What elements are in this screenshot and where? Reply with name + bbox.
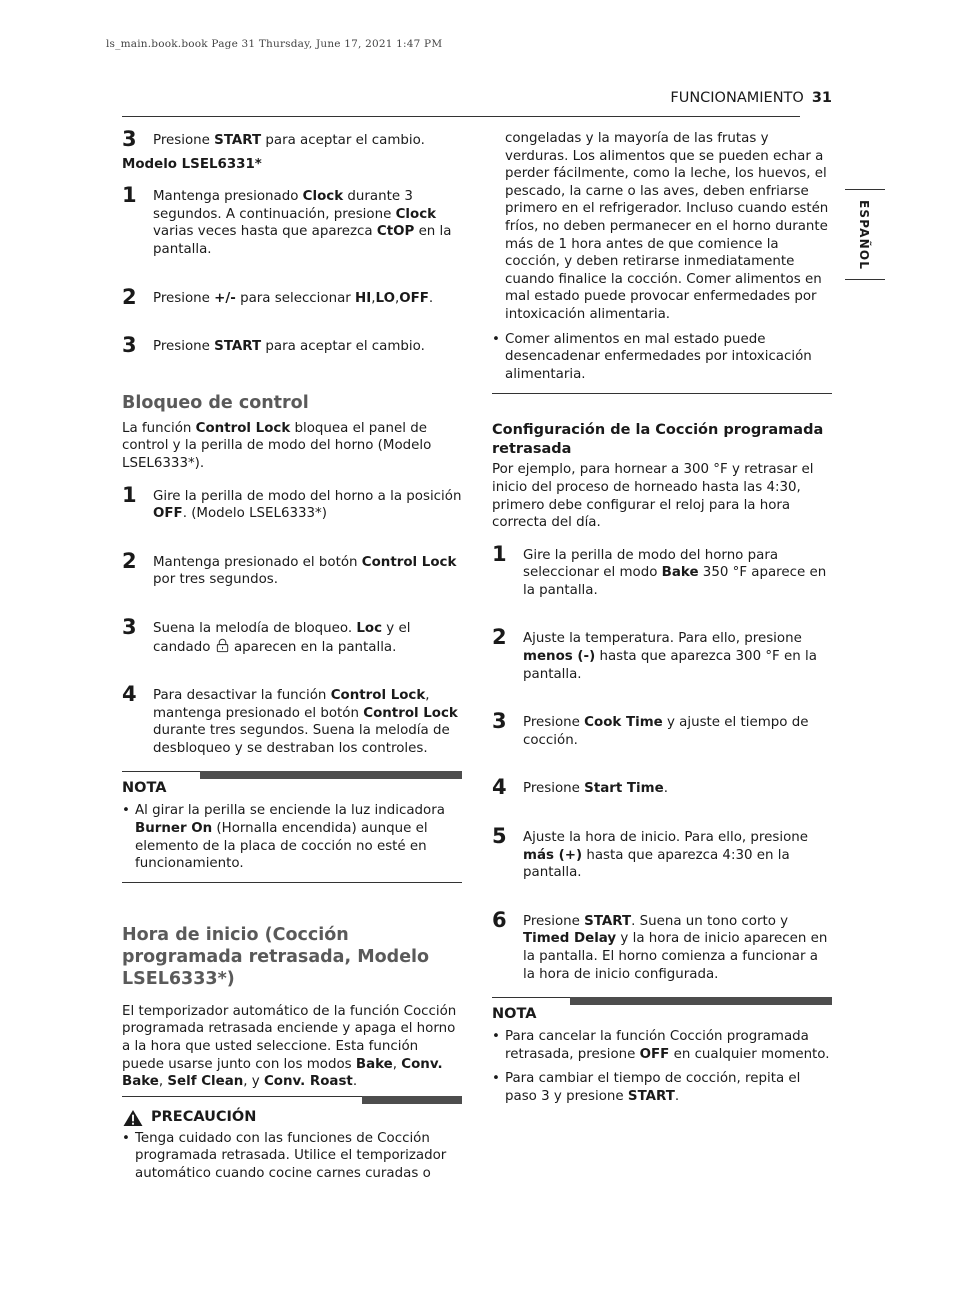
step-keyword: START: [584, 913, 632, 929]
step-text: Ajuste la hora de inicio. Para ello, presione: [523, 830, 808, 846]
step-text: y la hora de inicio aparecen en la pantalla. El horno comienza a funcionar a la hora de inicio configurada.: [523, 931, 828, 982]
lock-step-1: [122, 482, 462, 523]
step-text: aparecen en la pantalla.: [229, 639, 397, 655]
step-text: . Suena un tono corto y: [631, 913, 789, 929]
step-number: 3: [122, 333, 137, 358]
step-text: Presione: [523, 781, 585, 797]
config-step-1: [492, 541, 832, 600]
step-number: 1: [492, 541, 507, 566]
header-rule: [122, 116, 800, 117]
step-number: 1: [122, 183, 137, 208]
section-title-start-time: Hora de inicio (Cocción programada retrasada, Modelo LSEL6333*): [122, 924, 430, 989]
step-text: Gire la perilla de modo del horno a la posición: [153, 488, 462, 504]
caution-continued-text: congeladas y la mayoría de las frutas y verduras. Los alimentos que se pueden echar a perder fácilmente, como la leche, los huevos, el pescado, la carne o las aves, deben enfriarse primero en el refrigerador. Incluso cuando estén fríos, no deben permanecer en el horno durante más de 1 hora antes de que comience la cocción, y deben retirarse inmediatamente cuando finalice la cocción. Comer alimentos en mal estado puede provocar enfermedades por intoxicación alimentaria.: [505, 131, 829, 322]
warning-triangle-icon: [122, 1109, 144, 1127]
note-text: Al girar la perilla se enciende la luz indicadora: [135, 803, 445, 819]
note-box-top: [122, 771, 462, 781]
step-text: durante 3 segundos. A continuación, presione: [153, 189, 413, 222]
intro-keyword: Bake: [355, 1056, 393, 1072]
step-number: 2: [122, 284, 137, 309]
intro-keyword: Conv. Bake: [122, 1056, 443, 1090]
note-item: [492, 1028, 832, 1063]
step-keyword: Loc: [356, 620, 383, 636]
note-text: en cualquier momento.: [669, 1046, 830, 1062]
step-text: en la pantalla.: [153, 224, 452, 257]
lock-step-3: [122, 614, 462, 656]
step-text: 350 °F aparece en la pantalla.: [523, 565, 827, 598]
start-time-intro: [122, 1003, 462, 1091]
caution-list: [122, 1130, 462, 1183]
step-text: hasta que aparezca 300 °F en la pantalla.: [523, 649, 817, 682]
caution-continued-list: [492, 331, 832, 384]
note-text: Para cambiar el tiempo de cocción, repita el paso 3 y presione: [505, 1071, 801, 1104]
step-3-accept: [122, 127, 462, 151]
step-keyword: Clock: [302, 189, 344, 205]
step-keyword: START: [214, 339, 262, 355]
caution-bar: [362, 1096, 462, 1104]
step-text: Presione: [523, 913, 585, 929]
intro-text: bloquea el panel de control y la perilla de modo del horno (Modelo LSEL6333*).: [122, 420, 432, 471]
note-keyword: OFF: [639, 1046, 670, 1062]
config-step-6: [492, 907, 832, 983]
intro-text: La función: [122, 420, 196, 436]
step-text: Mantenga presionado el botón: [153, 554, 362, 570]
step-keyword: Cook Time: [584, 715, 663, 731]
step-number: 4: [492, 775, 507, 800]
step-text: .: [663, 781, 668, 797]
right-column: [492, 130, 832, 1106]
step-keyword: Timed Delay: [523, 931, 617, 947]
model-label: Modelo LSEL6331*: [122, 156, 262, 172]
step-text: Para desactivar la función: [153, 688, 331, 704]
step-keyword: Control Lock: [330, 688, 426, 704]
lock-step-4: [122, 682, 462, 757]
note-title: NOTA: [122, 780, 167, 797]
note-box-top: [492, 997, 832, 1007]
lock-step-2: [122, 548, 462, 589]
step-number: 6: [492, 907, 507, 932]
page-number: 31: [811, 90, 832, 106]
step-keyword: Clock: [395, 206, 437, 222]
step-text: Suena la melodía de bloqueo.: [153, 620, 357, 636]
step-number: 3: [492, 709, 507, 734]
step-keyword: +/-: [214, 290, 236, 306]
config-step-3: [492, 709, 832, 749]
caution-box: [122, 1096, 462, 1183]
caution-header: [122, 1109, 462, 1127]
step-number: 4: [122, 682, 137, 707]
intro-text: El temporizador automático de la función Cocción programada retrasada enciende y apaga el horno a la hora que usted seleccione. Esta función puede usarse junto con los modos: [122, 1003, 457, 1072]
step-text: Presione: [153, 133, 215, 148]
step-number: 2: [492, 625, 507, 650]
model-step-2: [122, 284, 462, 309]
step-text: Presione: [153, 290, 215, 306]
step-text: Mantenga presionado: [153, 189, 303, 205]
model-step-1: [122, 183, 462, 258]
step-text: por tres segundos.: [153, 572, 279, 588]
step-text: Presione: [523, 715, 585, 731]
step-text: .: [428, 290, 434, 306]
step-text: ,: [371, 290, 376, 306]
step-text: ,: [394, 290, 400, 306]
intro-keyword: Conv. Roast: [263, 1074, 353, 1090]
control-lock-intro: [122, 420, 462, 473]
intro-keyword: Self Clean: [167, 1074, 244, 1090]
step-keyword: Bake: [661, 565, 699, 581]
note-bar: [570, 997, 832, 1005]
step-text: Presione: [153, 339, 215, 355]
config-step-2: [492, 625, 832, 683]
caution-box-top: [122, 1096, 462, 1106]
step-number: 5: [492, 824, 507, 849]
section-title-configure-delay: Configuración de la Cocción programada retrasada: [492, 422, 824, 458]
config-step-4: [492, 775, 832, 800]
note-item: [122, 802, 462, 872]
step-keyword: OFF: [153, 506, 183, 522]
step-keyword: OFF: [399, 290, 429, 306]
step-number: 3: [122, 127, 137, 151]
step-text: para aceptar el cambio.: [261, 339, 425, 355]
note-text: Para cancelar la función Cocción programada retrasada, presione: [505, 1029, 809, 1062]
step-text: , mantenga presionado el botón: [153, 688, 430, 721]
intro-text: , y: [243, 1074, 264, 1090]
running-head: [122, 90, 832, 106]
step-text: y el candado: [153, 620, 411, 655]
step-keyword: START: [214, 133, 262, 148]
configure-delay-intro: Por ejemplo, para hornear a 300 °F y retrasar el inicio del proceso de horneado hasta las 4:30, primero debe configurar el reloj para la hora correcta del día.: [492, 462, 814, 531]
caution-continued-item: • Comer alimentos en mal estado puede desencadenar enfermedades por intoxicación alimentaria.: [492, 331, 832, 384]
note-list: [122, 802, 462, 872]
step-keyword: Control Lock: [363, 705, 458, 721]
step-text: hasta que aparezca 4:30 en la pantalla.: [523, 847, 790, 881]
step-text: Gire la perilla de modo del horno para seleccionar el modo: [523, 547, 779, 581]
intro-text: .: [352, 1074, 358, 1090]
step-number: 3: [122, 614, 137, 639]
note-box-left: [122, 771, 462, 882]
step-keyword: HI: [355, 290, 372, 306]
language-tab-label: ESPAÑOL: [857, 200, 871, 271]
intro-text: ,: [392, 1056, 402, 1072]
note-keyword: START: [627, 1088, 675, 1104]
note-text: (Hornalla encendida) aunque el elemento de la placa de cocción no esté en funcionamiento.: [135, 821, 428, 872]
padlock-icon: [215, 638, 230, 653]
step-number: 1: [122, 482, 137, 507]
left-column: [122, 124, 462, 1183]
step-text: varias veces hasta que aparezca: [153, 224, 377, 240]
note-box-right: [492, 997, 832, 1105]
note-box-bottom: [122, 882, 462, 883]
step-keyword: Control Lock: [361, 554, 457, 570]
print-header: ls_main.book.book Page 31 Thursday, June 17, 2021 1:47 PM: [106, 38, 443, 50]
step-keyword: CtOP: [376, 224, 415, 240]
step-text: para aceptar el cambio.: [261, 133, 425, 148]
caution-title: PRECAUCIÓN: [151, 1109, 257, 1126]
section-title-control-lock: Bloqueo de control: [122, 392, 309, 413]
intro-keyword: Control Lock: [195, 420, 291, 436]
step-keyword: Start Time: [584, 781, 664, 797]
step-text: . (Modelo LSEL6333*): [182, 506, 327, 522]
step-keyword: LO: [375, 290, 395, 306]
step-keyword: menos (-): [523, 649, 596, 665]
step-text: para seleccionar: [235, 290, 356, 306]
note-title: NOTA: [492, 1006, 537, 1023]
note-list: [492, 1028, 832, 1105]
caution-box-bottom: [492, 393, 832, 394]
caution-item: • Tenga cuidado con las funciones de Cocción programada retrasada. Utilice el temporizador automático cuando cocine carnes curadas o: [122, 1130, 462, 1183]
note-keyword: Burner On: [135, 821, 213, 837]
step-number: 2: [122, 548, 137, 573]
section-name: FUNCIONAMIENTO: [670, 90, 804, 106]
step-keyword: más (+): [523, 847, 583, 863]
step-text: y ajuste el tiempo de cocción.: [523, 715, 809, 748]
step-text: Ajuste la temperatura. Para ello, presione: [523, 631, 802, 647]
note-item: [492, 1070, 832, 1105]
note-bar: [200, 771, 462, 779]
language-tab: [845, 189, 885, 280]
note-text: .: [674, 1088, 680, 1104]
step-text: durante tres segundos. Suena la melodía de desbloqueo y se destraban los controles.: [153, 723, 450, 756]
config-step-5: [492, 824, 832, 882]
intro-text: ,: [158, 1074, 168, 1090]
model-step-3: [122, 333, 462, 358]
